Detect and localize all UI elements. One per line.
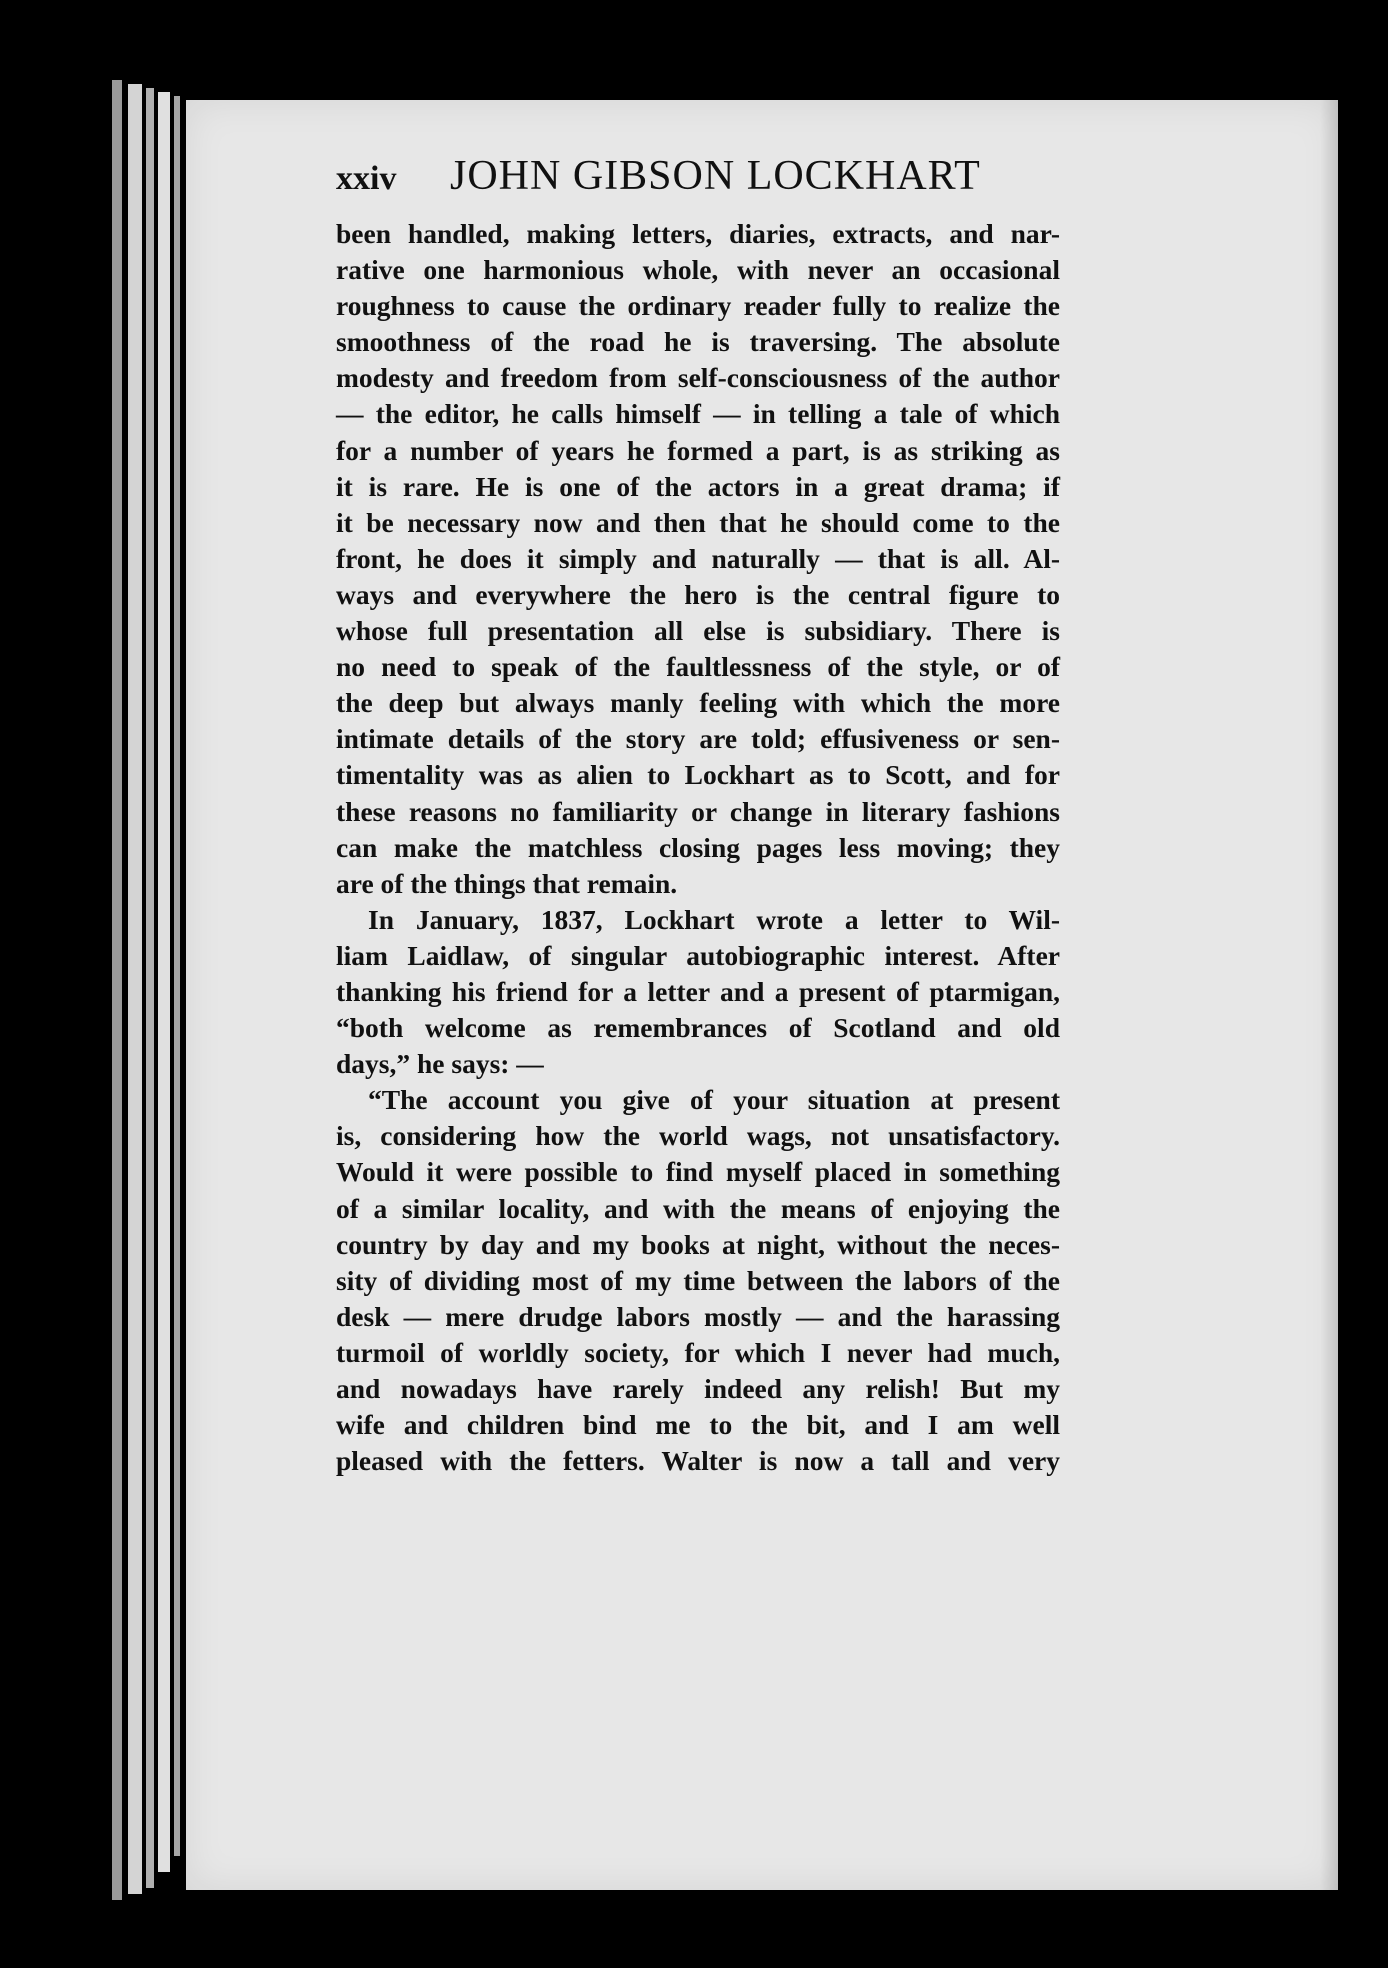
text-line: it is rare. He is one of the actors in a great drama; if bbox=[336, 470, 1060, 502]
body-text bbox=[336, 216, 1060, 1479]
text-line: these reasons no familiarity or change in literary fashions bbox=[336, 795, 1060, 827]
text-line: no need to speak of the faultlessness of the style, or of bbox=[336, 651, 1060, 683]
text-line: and nowadays have rarely indeed any relish! But my bbox=[336, 1373, 1060, 1404]
page-edge bbox=[158, 92, 170, 1872]
page-number: xxiv bbox=[336, 160, 397, 197]
paragraph bbox=[336, 902, 1060, 1082]
text-line: are of the things that remain. bbox=[336, 867, 678, 899]
page-edge bbox=[174, 96, 180, 1856]
text-line: modesty and freedom from self-consciousness of the author bbox=[336, 362, 1060, 394]
text-line: whose full presentation all else is subsidiary. There is bbox=[336, 615, 1060, 647]
text-line: turmoil of worldly society, for which I never had much, bbox=[336, 1336, 1060, 1368]
text-line: desk — mere drudge labors mostly — and the harassing bbox=[336, 1300, 1060, 1332]
page-shadow bbox=[1320, 100, 1338, 1890]
text-line: In January, 1837, Lockhart wrote a letter to Wil- bbox=[368, 903, 1060, 935]
text-line: roughness to cause the ordinary reader fully to realize the bbox=[336, 290, 1060, 322]
text-line: it be necessary now and then that he should come to the bbox=[336, 506, 1060, 538]
text-line: pleased with the fetters. Walter is now a tall and very bbox=[336, 1445, 1060, 1477]
text-line: been handled, making letters, diaries, extracts, and nar- bbox=[336, 218, 1060, 249]
text-line: the deep but always manly feeling with which the more bbox=[336, 687, 1060, 719]
text-line: wife and children bind me to the bit, and I am well bbox=[336, 1409, 1060, 1441]
text-line: liam Laidlaw, of singular autobiographic interest. After bbox=[336, 939, 1060, 971]
text-line: ways and everywhere the hero is the central figure to bbox=[336, 578, 1060, 610]
paragraph bbox=[336, 1082, 1060, 1479]
text-line: intimate details of the story are told; effusiveness or sen- bbox=[336, 723, 1060, 755]
page-edge bbox=[146, 88, 154, 1888]
text-line: smoothness of the road he is traversing. The absolute bbox=[336, 326, 1060, 358]
text-line: can make the matchless closing pages less moving; they bbox=[336, 831, 1060, 863]
paragraph bbox=[336, 216, 1060, 902]
text-line: days,” he says: — bbox=[336, 1048, 544, 1080]
text-line: Would it were possible to find myself placed in something bbox=[336, 1156, 1060, 1188]
text-line: rative one harmonious whole, with never an occasional bbox=[336, 254, 1060, 286]
text-line: timentality was as alien to Lockhart as to Scott, and for bbox=[336, 759, 1060, 791]
text-line: “both welcome as remembrances of Scotland and old bbox=[336, 1012, 1060, 1044]
text-line: country by day and my books at night, without the neces- bbox=[336, 1228, 1060, 1260]
text-line: for a number of years he formed a part, is as striking as bbox=[336, 434, 1060, 466]
text-line: sity of dividing most of my time between the labors of the bbox=[336, 1264, 1060, 1296]
text-line: front, he does it simply and naturally — that is all. Al- bbox=[336, 542, 1060, 574]
text-line: — the editor, he calls himself — in telling a tale of which bbox=[336, 398, 1060, 430]
running-title: JOHN GIBSON LOCKHART bbox=[450, 153, 981, 199]
text-line: of a similar locality, and with the means of enjoying the bbox=[336, 1192, 1060, 1224]
text-line: is, considering how the world wags, not unsatisfactory. bbox=[336, 1120, 1060, 1152]
text-line: “The account you give of your situation at present bbox=[368, 1084, 1060, 1116]
running-header bbox=[336, 152, 1136, 212]
page-edge bbox=[112, 80, 122, 1900]
text-line: thanking his friend for a letter and a present of ptarmigan, bbox=[336, 975, 1060, 1007]
page-edge bbox=[128, 84, 142, 1894]
